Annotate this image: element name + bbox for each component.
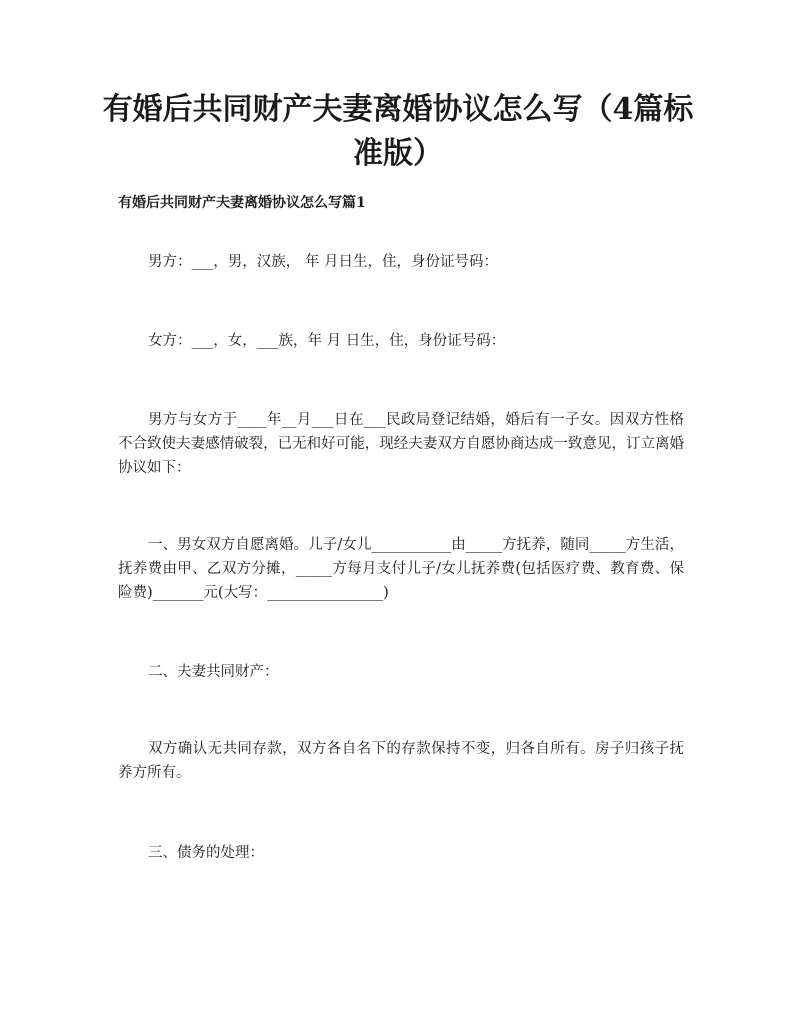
section-heading: 有婚后共同财产夫妻离婚协议怎么写篇1 xyxy=(118,195,366,211)
paragraph-female-party: 女方：___，女，___族，年 月 日生，住，身份证号码： xyxy=(148,333,506,349)
paragraph-property: 双方确认无共同存款，双方各自名下的存款保持不变，归各自所有。房子归孩子抚养方所有。 xyxy=(118,741,684,781)
paragraph-clause-three-heading: 三、债务的处理： xyxy=(148,845,264,861)
paragraph-clause-one: 一、男女双方自愿离婚。儿子/女儿___________由_____方抚养，随同_____方生活，抚养费由甲、乙双方分摊，_____方每月支付儿子/女儿抚养费(包括医疗费、教育费、保险费)_______元(大写：________________) xyxy=(118,537,684,601)
document-title: 有婚后共同财产夫妻离婚协议怎么写（4篇标准版） xyxy=(102,92,694,171)
paragraph-male-party: 男方：___，男，汉族， 年 月日生，住，身份证号码： xyxy=(148,254,498,270)
paragraph-marriage-registration: 男方与女方于____年__月___日在___民政局登记结婚，婚后有一子女。因双方性格不合致使夫妻感情破裂，已无和好可能，现经夫妻双方自愿协商达成一致意见，订立离婚协议如下： xyxy=(118,412,684,476)
paragraph-clause-two-heading: 二、夫妻共同财产： xyxy=(148,664,279,680)
